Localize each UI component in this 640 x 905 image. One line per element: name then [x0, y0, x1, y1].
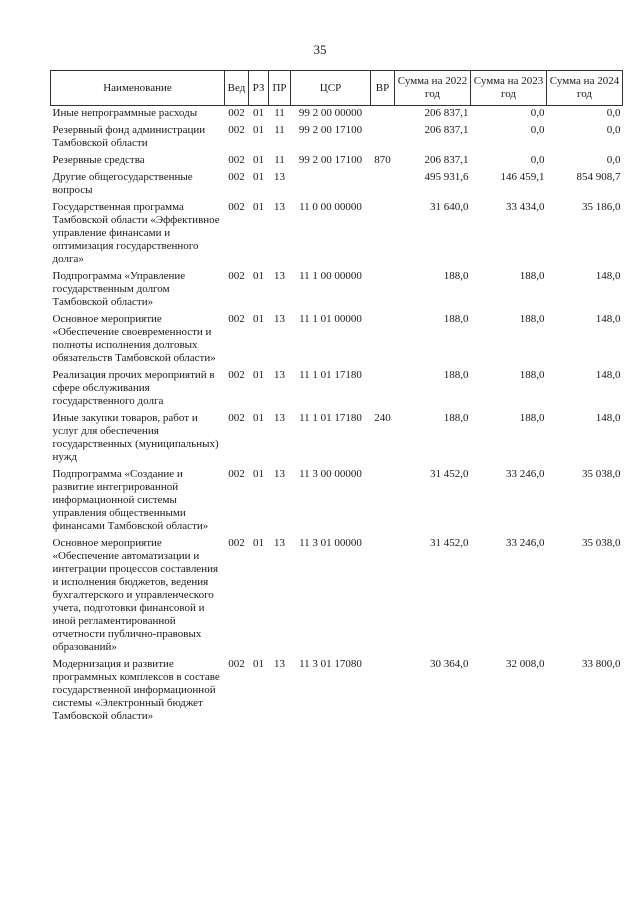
cell-csr: 11 3 00 00000: [299, 468, 362, 480]
cell-pr: 13: [274, 537, 285, 549]
table-row: [51, 536, 623, 657]
cell-sum-2022: 30 364,0: [430, 658, 469, 670]
table-row: [51, 467, 623, 536]
cell-sum-2022: 31 640,0: [430, 201, 469, 213]
cell-ved: 002: [228, 171, 245, 183]
cell-ved: 002: [228, 313, 245, 325]
cell-pr: 13: [274, 171, 285, 183]
cell-ved: 002: [228, 154, 245, 166]
table-row: [51, 368, 623, 411]
cell-sum-2024: 35 038,0: [582, 468, 621, 480]
cell-sum-2023: 188,0: [519, 313, 545, 325]
cell-sum-2023: 146 459,1: [500, 171, 545, 183]
cell-csr: 99 2 00 17100: [298, 124, 363, 136]
cell-rz: 01: [253, 313, 264, 325]
cell-sum-2022: 188,0: [443, 313, 469, 325]
cell-sum-2023: 0,0: [530, 154, 545, 166]
header-sum-2024: Сумма на 2024 год: [547, 71, 623, 106]
table-row: [51, 153, 623, 170]
cell-name: Резервные средства: [52, 154, 145, 166]
cell-vr: [371, 312, 395, 368]
cell-sum-2024: 148,0: [595, 369, 621, 381]
header-sum-2023: Сумма на 2023 год: [471, 71, 547, 106]
cell-csr: 11 1 00 00000: [299, 270, 362, 282]
cell-sum-2024: 35 038,0: [582, 537, 621, 549]
cell-rz: 01: [253, 369, 264, 381]
header-pr: ПР: [269, 71, 291, 106]
cell-name: Резервный фонд администрации Тамбовской области: [52, 124, 206, 149]
cell-vr: [371, 467, 395, 536]
cell-sum-2023: 33 246,0: [506, 537, 545, 549]
table-row: [51, 106, 623, 124]
cell-sum-2023: 33 434,0: [506, 201, 545, 213]
cell-vr: [371, 368, 395, 411]
cell-csr: 11 0 00 00000: [299, 201, 362, 213]
header-name: Наименование: [51, 71, 225, 106]
cell-pr: 13: [274, 270, 285, 282]
cell-pr: 11: [274, 107, 285, 119]
cell-pr: 11: [274, 154, 285, 166]
table-row: [51, 269, 623, 312]
cell-sum-2022: 206 837,1: [424, 107, 469, 119]
cell-sum-2022: 188,0: [443, 270, 469, 282]
cell-ved: 002: [228, 468, 245, 480]
cell-sum-2022: 188,0: [443, 412, 469, 424]
cell-vr: [371, 269, 395, 312]
cell-name: Реализация прочих мероприятий в сфере обслуживания государственного долга: [52, 369, 215, 407]
cell-pr: 13: [274, 201, 285, 213]
cell-sum-2022: 495 931,6: [424, 171, 469, 183]
cell-ved: 002: [228, 658, 245, 670]
cell-ved: 002: [228, 124, 245, 136]
table-row: [51, 200, 623, 269]
cell-ved: 002: [228, 270, 245, 282]
cell-csr: 99 2 00 00000: [298, 107, 363, 119]
page-number: 35: [313, 42, 327, 57]
cell-sum-2023: 188,0: [519, 412, 545, 424]
cell-vr: [371, 106, 395, 124]
cell-rz: 01: [253, 537, 264, 549]
header-rz: РЗ: [249, 71, 269, 106]
cell-name: Другие общегосударственные вопросы: [52, 171, 193, 196]
cell-name: Подпрограмма «Управление государственным долгом Тамбовской области»: [52, 270, 186, 308]
cell-rz: 01: [253, 412, 264, 424]
cell-sum-2024: 0,0: [606, 107, 621, 119]
cell-pr: 13: [274, 468, 285, 480]
cell-rz: 01: [253, 171, 264, 183]
cell-pr: 13: [274, 658, 285, 670]
table-row: [51, 411, 623, 467]
cell-sum-2024: 33 800,0: [582, 658, 621, 670]
table-body: [51, 106, 623, 727]
cell-sum-2024: 148,0: [595, 412, 621, 424]
cell-sum-2024: 148,0: [595, 313, 621, 325]
header-vr: ВР: [371, 71, 395, 106]
cell-csr: [291, 170, 371, 200]
cell-rz: 01: [253, 107, 264, 119]
header-ved: Вед: [225, 71, 249, 106]
cell-pr: 13: [274, 369, 285, 381]
budget-table: [50, 70, 623, 726]
table-header-row: [51, 71, 623, 106]
cell-vr: [371, 200, 395, 269]
cell-sum-2023: 188,0: [519, 270, 545, 282]
table-row: [51, 312, 623, 368]
cell-pr: 11: [274, 124, 285, 136]
cell-rz: 01: [253, 201, 264, 213]
table-row: [51, 170, 623, 200]
cell-vr: 240: [374, 412, 391, 424]
cell-name: Подпрограмма «Создание и развитие интегрированной информационной системы управления общественными финансами Тамбовской области»: [52, 468, 209, 532]
cell-vr: 870: [374, 154, 391, 166]
cell-sum-2024: 148,0: [595, 270, 621, 282]
header-csr: ЦСР: [291, 71, 371, 106]
cell-csr: 11 1 01 17180: [299, 412, 362, 424]
cell-vr: [371, 536, 395, 657]
cell-sum-2022: 206 837,1: [424, 154, 469, 166]
cell-pr: 13: [274, 412, 285, 424]
cell-name: Основное мероприятие «Обеспечение своевременности и полноты исполнения долговых обязательств Тамбовской области»: [52, 313, 216, 364]
cell-name: Государственная программа Тамбовской области «Эффективное управление финансами и оптимизация государственного долга»: [52, 201, 220, 265]
cell-sum-2024: 0,0: [606, 124, 621, 136]
cell-sum-2022: 188,0: [443, 369, 469, 381]
cell-csr: 99 2 00 17100: [298, 154, 363, 166]
cell-ved: 002: [228, 369, 245, 381]
cell-sum-2022: 31 452,0: [430, 537, 469, 549]
cell-sum-2024: 0,0: [606, 154, 621, 166]
cell-ved: 002: [228, 412, 245, 424]
header-sum-2022: Сумма на 2022 год: [395, 71, 471, 106]
cell-csr: 11 1 01 17180: [299, 369, 362, 381]
cell-csr: 11 3 01 00000: [299, 537, 362, 549]
cell-vr: [371, 170, 395, 200]
table-row: [51, 657, 623, 726]
cell-vr: [371, 657, 395, 726]
cell-sum-2024: 35 186,0: [582, 201, 621, 213]
cell-vr: [371, 123, 395, 153]
cell-pr: 13: [274, 313, 285, 325]
cell-rz: 01: [253, 468, 264, 480]
cell-sum-2023: 33 246,0: [506, 468, 545, 480]
cell-ved: 002: [228, 201, 245, 213]
cell-csr: 11 3 01 17080: [299, 658, 362, 670]
cell-rz: 01: [253, 124, 264, 136]
cell-sum-2024: 854 908,7: [576, 171, 621, 183]
cell-rz: 01: [253, 154, 264, 166]
cell-csr: 11 1 01 00000: [299, 313, 362, 325]
cell-sum-2022: 206 837,1: [424, 124, 469, 136]
cell-name: Основное мероприятие «Обеспечение автоматизации и интеграции процессов составления и исполнения бюджетов, ведения бухгалтерского и управленческого учета, подготовки финансовой и иной регламентированной отчетности публично-правовых образований»: [52, 537, 219, 653]
cell-sum-2023: 188,0: [519, 369, 545, 381]
cell-ved: 002: [228, 107, 245, 119]
cell-name: Модернизация и развитие программных комплексов в составе государственной информационной системы «Электронный бюджет Тамбовской области»: [52, 658, 220, 722]
cell-rz: 01: [253, 658, 264, 670]
cell-sum-2023: 32 008,0: [506, 658, 545, 670]
cell-rz: 01: [253, 270, 264, 282]
cell-name: Иные непрограммные расходы: [52, 107, 198, 119]
cell-sum-2023: 0,0: [530, 124, 545, 136]
cell-name: Иные закупки товаров, работ и услуг для обеспечения государственных (муниципальных) нужд: [52, 412, 219, 463]
table-row: [51, 123, 623, 153]
cell-ved: 002: [228, 537, 245, 549]
cell-sum-2023: 0,0: [530, 107, 545, 119]
cell-sum-2022: 31 452,0: [430, 468, 469, 480]
